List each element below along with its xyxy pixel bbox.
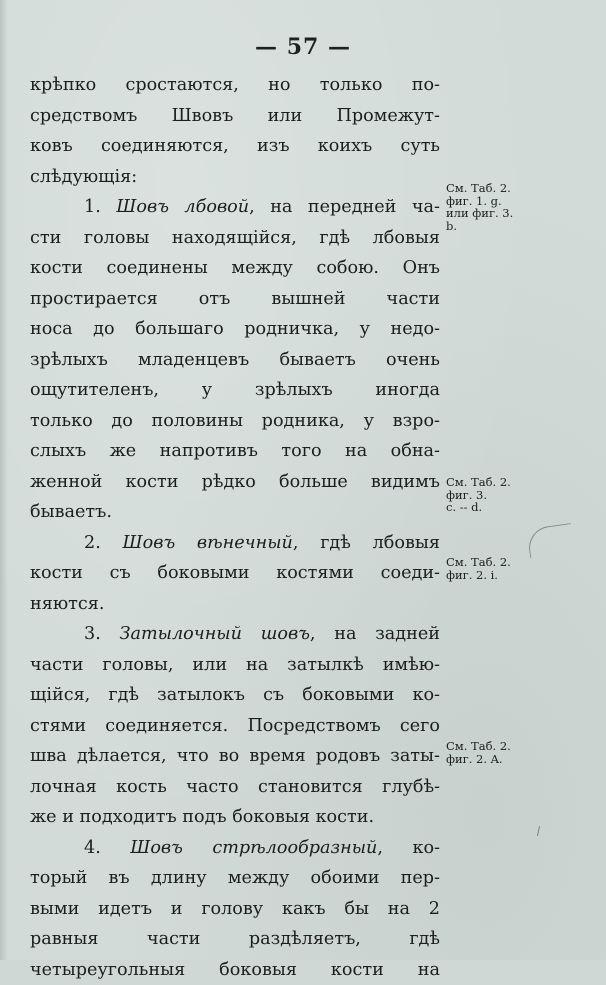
text-line-27: торый въ длину между обоими пер- (30, 863, 440, 894)
margin-note-3-line-2: фиг. 2. i. (446, 569, 596, 582)
margin-note-1-line-4: b. (446, 220, 596, 233)
margin-note-2 (446, 476, 596, 514)
text-line-20: части головы, или на затылкѣ имѣю- (30, 650, 440, 681)
text-line-17: кости съ боковыми костями соеди- (30, 558, 440, 589)
margin-note-4-line-1: См. Таб. 2. (446, 740, 596, 753)
ink-speck (537, 826, 540, 836)
text-line-14: женной кости рѣдко больше видимъ (30, 467, 440, 498)
text-line-18: няются. (30, 589, 440, 620)
margin-note-1 (446, 182, 596, 232)
margin-note-4-line-2: фиг. 2. A. (446, 753, 596, 766)
suture-3-heading: 3. Затылочный шовъ, на задней (30, 619, 440, 650)
text-line-30: четыреугольныя боковыя кости на (30, 955, 440, 985)
suture-1-heading: 1. Шовъ лбовой, на передней ча- (30, 192, 440, 223)
suture-name: Затылочный шовъ (120, 624, 310, 644)
text-line-12: только до половины родника, у взро- (30, 406, 440, 437)
text-line-1: крѣпко сростаются, но только по- (30, 70, 440, 101)
text-line-13: слыхъ же напротивъ того на обна- (30, 436, 440, 467)
suture-4-heading: 4. Шовъ стрѣлообразный, ко- (30, 833, 440, 864)
text-line-11: ощутителенъ, у зрѣлыхъ иногда (30, 375, 440, 406)
text-line-10: зрѣлыхъ младенцевъ бываетъ очень (30, 345, 440, 376)
margin-note-3 (446, 556, 596, 581)
text-line-8: простирается отъ вышней части (30, 284, 440, 315)
body-text (30, 70, 440, 985)
text-line-23: шва дѣлается, что во время родовъ заты- (30, 741, 440, 772)
margin-note-1-line-2: фиг. 1. g. (446, 195, 596, 208)
text-line-28: выми идетъ и голову какъ бы на 2 (30, 894, 440, 925)
suture-name: Шовъ стрѣлообразный (130, 838, 377, 858)
text-line-2: средствомъ Швовъ или Промежут- (30, 101, 440, 132)
text-line-9: носа до большаго родничка, у недо- (30, 314, 440, 345)
text-line-24: лочная кость часто становится глубѣ- (30, 772, 440, 803)
text-line-15: бываетъ. (30, 497, 440, 528)
margin-note-1-line-3: или фиг. 3. (446, 207, 596, 220)
margin-note-4 (446, 740, 596, 765)
margin-note-3-line-1: См. Таб. 2. (446, 556, 596, 569)
margin-note-2-line-1: См. Таб. 2. (446, 476, 596, 489)
margin-note-1-line-1: См. Таб. 2. (446, 182, 596, 195)
page-number: — 57 — (0, 34, 606, 60)
text-line-21: щійся, гдѣ затылокъ съ боковыми ко- (30, 680, 440, 711)
suture-name: Шовъ вѣнечный (123, 533, 293, 553)
text-line-7: кости соединены между собою. Онъ (30, 253, 440, 284)
text-line-22: стями соединяется. Посредствомъ сего (30, 711, 440, 742)
text-line-25: же и подходитъ подъ боковыя кости. (30, 802, 440, 833)
suture-2-heading: 2. Шовъ вѣнечный, гдѣ лбовыя (30, 528, 440, 559)
page-edge-shadow (0, 0, 8, 960)
text-line-4: слѣдующія: (30, 162, 440, 193)
text-line-29: равныя части раздѣляетъ, гдѣ (30, 924, 440, 955)
text-line-3: ковъ соединяются, изъ коихъ суть (30, 131, 440, 162)
text-line-6: сти головы находящійся, гдѣ лбовыя (30, 223, 440, 254)
suture-name: Шовъ лбовой (116, 197, 249, 217)
margin-note-2-line-3: c. -- d. (446, 501, 596, 514)
margin-note-2-line-2: фиг. 3. (446, 489, 596, 502)
pencil-mark (526, 523, 575, 558)
